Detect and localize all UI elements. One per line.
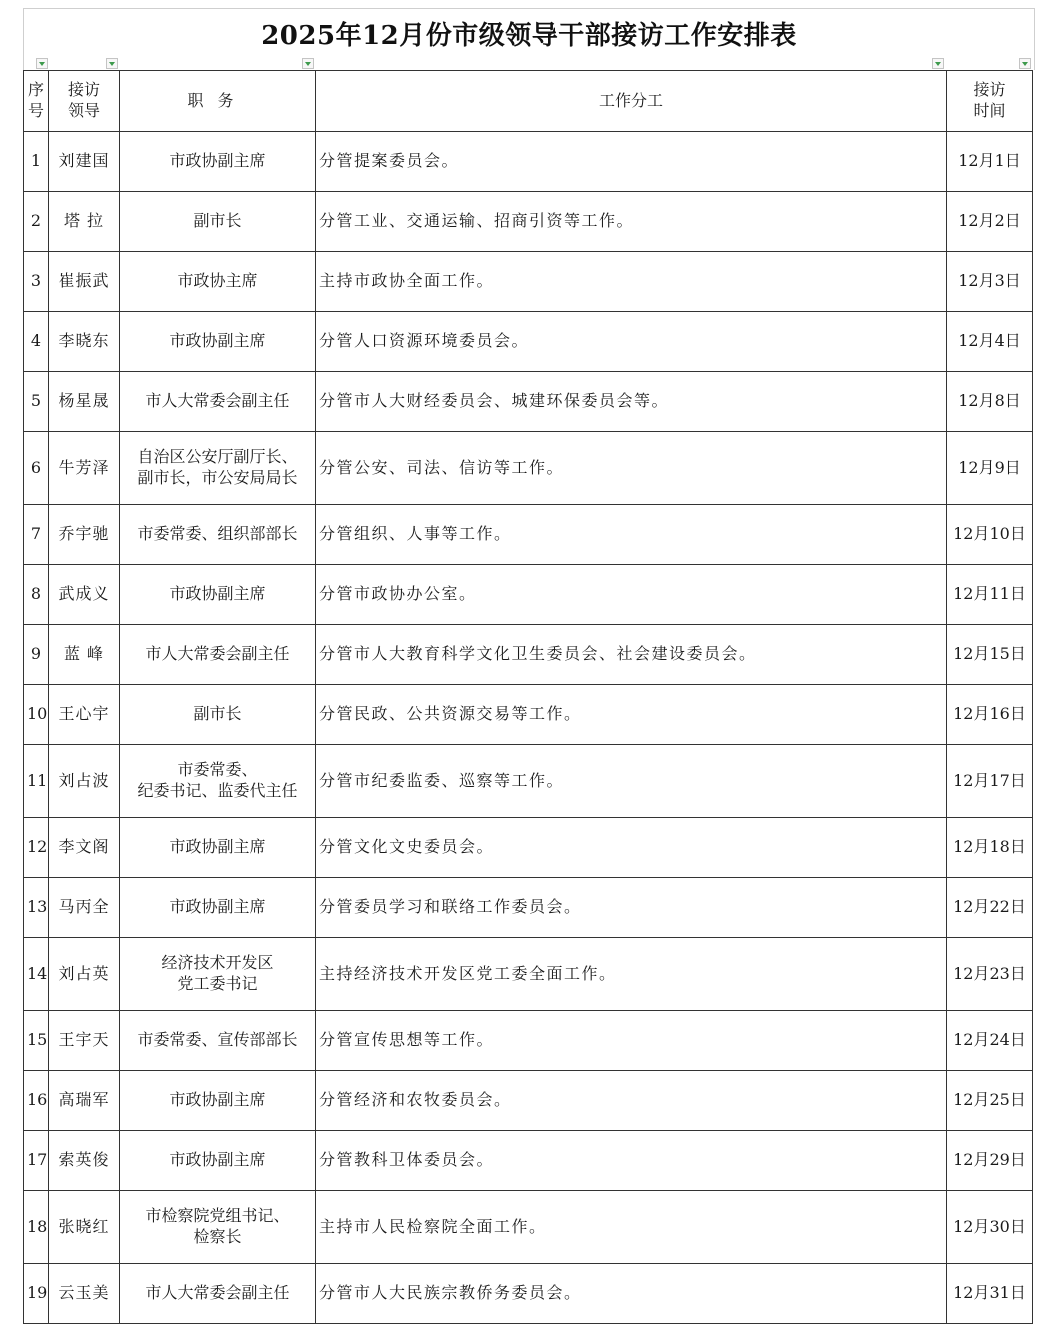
seq-cell[interactable]: 2 bbox=[24, 192, 49, 252]
seq-cell[interactable]: 3 bbox=[24, 252, 49, 312]
date-cell[interactable]: 12月18日 bbox=[947, 818, 1033, 878]
table-row bbox=[24, 565, 1033, 625]
duty-line: 市政协主席 bbox=[177, 271, 258, 291]
date-cell[interactable]: 12月4日 bbox=[947, 312, 1033, 372]
duty-line: 市人大常委会副主任 bbox=[145, 1283, 290, 1303]
date-cell[interactable]: 12月17日 bbox=[947, 745, 1033, 818]
seq-cell[interactable]: 8 bbox=[24, 565, 49, 625]
date-cell[interactable]: 12月23日 bbox=[947, 938, 1033, 1011]
header-time[interactable] bbox=[947, 71, 1033, 132]
duty-cell[interactable] bbox=[120, 505, 316, 565]
seq-cell[interactable]: 19 bbox=[24, 1264, 49, 1324]
date-cell[interactable]: 12月3日 bbox=[947, 252, 1033, 312]
header-seq-line: 号 bbox=[27, 101, 44, 120]
leader-cell[interactable]: 索英俊 bbox=[49, 1131, 120, 1191]
duty-line: 市检察院党组书记、 bbox=[145, 1206, 290, 1226]
duty-cell[interactable] bbox=[120, 685, 316, 745]
header-leader-line: 领导 bbox=[67, 101, 100, 120]
duty-line: 市委常委、宣传部部长 bbox=[137, 1030, 298, 1050]
duty-cell[interactable] bbox=[120, 252, 316, 312]
table-row bbox=[24, 252, 1033, 312]
header-work[interactable]: 工作分工 bbox=[316, 71, 947, 132]
work-cell[interactable]: 分管宣传思想等工作。 bbox=[316, 1011, 947, 1071]
table-row bbox=[24, 685, 1033, 745]
leader-cell[interactable]: 李晓东 bbox=[49, 312, 120, 372]
work-cell[interactable]: 分管提案委员会。 bbox=[316, 132, 947, 192]
table-row bbox=[24, 1131, 1033, 1191]
date-cell[interactable]: 12月24日 bbox=[947, 1011, 1033, 1071]
leader-cell[interactable]: 马丙全 bbox=[49, 878, 120, 938]
table-row bbox=[24, 432, 1033, 505]
duty-cell[interactable] bbox=[120, 372, 316, 432]
table-row bbox=[24, 312, 1033, 372]
leader-cell[interactable]: 高瑞军 bbox=[49, 1071, 120, 1131]
work-cell[interactable]: 分管教科卫体委员会。 bbox=[316, 1131, 947, 1191]
header-time-line: 接访 bbox=[973, 80, 1006, 100]
duty-cell[interactable] bbox=[120, 132, 316, 192]
leader-cell[interactable]: 武成义 bbox=[49, 565, 120, 625]
table-row bbox=[24, 1011, 1033, 1071]
leader-cell[interactable]: 杨星晟 bbox=[49, 372, 120, 432]
work-cell[interactable]: 分管文化文史委员会。 bbox=[316, 818, 947, 878]
duty-line: 副市长 bbox=[193, 211, 242, 231]
seq-cell[interactable]: 1 bbox=[24, 132, 49, 192]
work-cell[interactable]: 分管市纪委监委、巡察等工作。 bbox=[316, 745, 947, 818]
leader-cell[interactable]: 塔 拉 bbox=[49, 192, 120, 252]
seq-cell[interactable]: 9 bbox=[24, 625, 49, 685]
seq-cell[interactable]: 18 bbox=[24, 1191, 49, 1264]
header-time-line: 时间 bbox=[973, 101, 1006, 120]
duty-cell[interactable] bbox=[120, 1191, 316, 1264]
seq-cell[interactable]: 14 bbox=[24, 938, 49, 1011]
work-cell[interactable]: 分管公安、司法、信访等工作。 bbox=[316, 432, 947, 505]
date-cell[interactable]: 12月25日 bbox=[947, 1071, 1033, 1131]
duty-line: 副市长，市公安局局长 bbox=[137, 468, 298, 487]
duty-cell[interactable] bbox=[120, 745, 316, 818]
duty-line: 纪委书记、监委代主任 bbox=[137, 781, 298, 800]
work-cell[interactable]: 主持市人民检察院全面工作。 bbox=[316, 1191, 947, 1264]
leader-cell[interactable]: 刘占波 bbox=[49, 745, 120, 818]
seq-cell[interactable]: 4 bbox=[24, 312, 49, 372]
filter-row bbox=[23, 56, 1035, 70]
leader-cell[interactable]: 乔宇驰 bbox=[49, 505, 120, 565]
seq-cell[interactable]: 5 bbox=[24, 372, 49, 432]
date-cell[interactable]: 12月1日 bbox=[947, 132, 1033, 192]
work-cell[interactable]: 分管工业、交通运输、招商引资等工作。 bbox=[316, 192, 947, 252]
work-cell[interactable]: 主持市政协全面工作。 bbox=[316, 252, 947, 312]
date-cell[interactable]: 12月8日 bbox=[947, 372, 1033, 432]
date-cell[interactable]: 12月9日 bbox=[947, 432, 1033, 505]
duty-cell[interactable] bbox=[120, 1071, 316, 1131]
date-cell[interactable]: 12月22日 bbox=[947, 878, 1033, 938]
duty-cell[interactable] bbox=[120, 938, 316, 1011]
work-cell[interactable]: 分管市人大财经委员会、城建环保委员会等。 bbox=[316, 372, 947, 432]
duty-line: 党工委书记 bbox=[177, 974, 258, 993]
table-row bbox=[24, 745, 1033, 818]
date-cell[interactable]: 12月29日 bbox=[947, 1131, 1033, 1191]
work-cell[interactable]: 分管经济和农牧委员会。 bbox=[316, 1071, 947, 1131]
table-row bbox=[24, 192, 1033, 252]
title-cell[interactable] bbox=[23, 8, 1035, 57]
header-leader[interactable] bbox=[49, 71, 120, 132]
table-row bbox=[24, 938, 1033, 1011]
table-row bbox=[24, 1264, 1033, 1324]
leader-cell[interactable]: 牛芳泽 bbox=[49, 432, 120, 505]
duty-line: 市人大常委会副主任 bbox=[145, 391, 290, 411]
duty-cell[interactable] bbox=[120, 625, 316, 685]
duty-line: 市政协副主席 bbox=[169, 837, 266, 857]
seq-cell[interactable]: 11 bbox=[24, 745, 49, 818]
duty-line: 市政协副主席 bbox=[169, 897, 266, 917]
duty-line: 市政协副主席 bbox=[169, 151, 266, 171]
header-seq[interactable] bbox=[24, 71, 49, 132]
duty-cell[interactable] bbox=[120, 1131, 316, 1191]
table-row bbox=[24, 1071, 1033, 1131]
leader-cell[interactable]: 蓝 峰 bbox=[49, 625, 120, 685]
filter-dropdown-icon[interactable] bbox=[106, 58, 118, 69]
table-row bbox=[24, 1191, 1033, 1264]
date-cell[interactable]: 12月10日 bbox=[947, 505, 1033, 565]
table-body bbox=[24, 132, 1033, 1324]
table-row bbox=[24, 132, 1033, 192]
seq-cell[interactable]: 17 bbox=[24, 1131, 49, 1191]
leader-cell[interactable]: 刘占英 bbox=[49, 938, 120, 1011]
seq-cell[interactable]: 10 bbox=[24, 685, 49, 745]
seq-cell[interactable]: 7 bbox=[24, 505, 49, 565]
work-cell[interactable]: 分管人口资源环境委员会。 bbox=[316, 312, 947, 372]
leader-cell[interactable]: 云玉美 bbox=[49, 1264, 120, 1324]
duty-line: 市人大常委会副主任 bbox=[145, 644, 290, 664]
work-cell[interactable]: 分管委员学习和联络工作委员会。 bbox=[316, 878, 947, 938]
duty-line: 经济技术开发区 bbox=[161, 953, 274, 973]
filter-dropdown-icon[interactable] bbox=[302, 58, 314, 69]
table-row bbox=[24, 818, 1033, 878]
duty-cell[interactable] bbox=[120, 1264, 316, 1324]
leader-cell[interactable]: 崔振武 bbox=[49, 252, 120, 312]
date-cell[interactable]: 12月15日 bbox=[947, 625, 1033, 685]
leader-cell[interactable]: 李文阁 bbox=[49, 818, 120, 878]
work-cell[interactable]: 分管组织、人事等工作。 bbox=[316, 505, 947, 565]
header-seq-line: 序 bbox=[27, 80, 44, 100]
date-cell[interactable]: 12月16日 bbox=[947, 685, 1033, 745]
seq-cell[interactable]: 13 bbox=[24, 878, 49, 938]
duty-line: 市政协副主席 bbox=[169, 331, 266, 351]
work-cell[interactable]: 分管市人大民族宗教侨务委员会。 bbox=[316, 1264, 947, 1324]
header-duty[interactable]: 职务 bbox=[120, 71, 316, 132]
header-leader-line: 接访 bbox=[67, 80, 100, 100]
filter-dropdown-icon[interactable] bbox=[1019, 58, 1031, 69]
leader-cell[interactable]: 刘建国 bbox=[49, 132, 120, 192]
duty-line: 市政协副主席 bbox=[169, 584, 266, 604]
duty-cell[interactable] bbox=[120, 192, 316, 252]
work-cell[interactable]: 主持经济技术开发区党工委全面工作。 bbox=[316, 938, 947, 1011]
leader-cell[interactable]: 王宇天 bbox=[49, 1011, 120, 1071]
header-row bbox=[24, 71, 1033, 132]
table-row bbox=[24, 505, 1033, 565]
date-cell[interactable]: 12月31日 bbox=[947, 1264, 1033, 1324]
filter-dropdown-icon[interactable] bbox=[36, 58, 48, 69]
duty-line: 市委常委、组织部部长 bbox=[137, 524, 298, 544]
seq-cell[interactable]: 6 bbox=[24, 432, 49, 505]
duty-cell[interactable] bbox=[120, 878, 316, 938]
duty-cell[interactable] bbox=[120, 565, 316, 625]
table-row bbox=[24, 625, 1033, 685]
duty-line: 市政协副主席 bbox=[169, 1150, 266, 1170]
work-cell[interactable]: 分管市政协办公室。 bbox=[316, 565, 947, 625]
date-cell[interactable]: 12月30日 bbox=[947, 1191, 1033, 1264]
seq-cell[interactable]: 16 bbox=[24, 1071, 49, 1131]
work-cell[interactable]: 分管市人大教育科学文化卫生委员会、社会建设委员会。 bbox=[316, 625, 947, 685]
duty-line: 市政协副主席 bbox=[169, 1090, 266, 1110]
table-row bbox=[24, 878, 1033, 938]
table-row bbox=[24, 372, 1033, 432]
seq-cell[interactable]: 12 bbox=[24, 818, 49, 878]
duty-cell[interactable] bbox=[120, 312, 316, 372]
page-title: 2025年12月份市级领导干部接访工作安排表 bbox=[261, 20, 797, 51]
leader-cell[interactable]: 王心宇 bbox=[49, 685, 120, 745]
duty-cell[interactable] bbox=[120, 432, 316, 505]
schedule-table bbox=[23, 70, 1033, 1324]
duty-line: 副市长 bbox=[193, 704, 242, 724]
filter-dropdown-icon[interactable] bbox=[932, 58, 944, 69]
seq-cell[interactable]: 15 bbox=[24, 1011, 49, 1071]
date-cell[interactable]: 12月2日 bbox=[947, 192, 1033, 252]
work-cell[interactable]: 分管民政、公共资源交易等工作。 bbox=[316, 685, 947, 745]
date-cell[interactable]: 12月11日 bbox=[947, 565, 1033, 625]
duty-line: 市委常委、 bbox=[177, 760, 258, 780]
duty-line: 自治区公安厅副厅长、 bbox=[137, 447, 298, 467]
leader-cell[interactable]: 张晓红 bbox=[49, 1191, 120, 1264]
duty-cell[interactable] bbox=[120, 818, 316, 878]
duty-cell[interactable] bbox=[120, 1011, 316, 1071]
duty-line: 检察长 bbox=[193, 1227, 242, 1246]
